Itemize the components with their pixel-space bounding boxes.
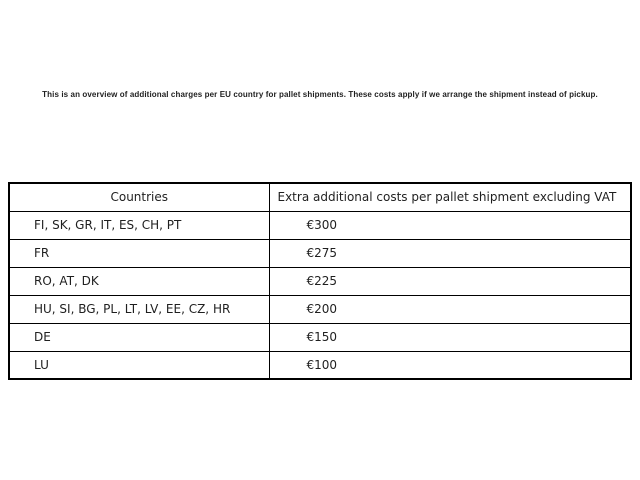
cost-cell: €100 <box>269 351 631 379</box>
shipment-charges-note: This is an overview of additional charges per EU country for pallet shipments. These costs apply if we arrange the shipment instead of pickup. <box>42 90 598 99</box>
table-row <box>9 239 631 267</box>
cost-cell: €200 <box>269 295 631 323</box>
cost-column-header: Extra additional costs per pallet shipment excluding VAT <box>269 183 631 211</box>
countries-cell: FR <box>9 239 269 267</box>
cost-cell: €300 <box>269 211 631 239</box>
table-row <box>9 267 631 295</box>
cost-cell: €150 <box>269 323 631 351</box>
countries-cell: HU, SI, BG, PL, LT, LV, EE, CZ, HR <box>9 295 269 323</box>
pallet-costs-table <box>8 182 632 380</box>
table-row <box>9 323 631 351</box>
table-row <box>9 351 631 379</box>
countries-cell: DE <box>9 323 269 351</box>
table-row <box>9 295 631 323</box>
countries-cell: FI, SK, GR, IT, ES, CH, PT <box>9 211 269 239</box>
table-header-row <box>9 183 631 211</box>
cost-cell: €225 <box>269 267 631 295</box>
table-row <box>9 211 631 239</box>
countries-cell: RO, AT, DK <box>9 267 269 295</box>
countries-cell: LU <box>9 351 269 379</box>
cost-cell: €275 <box>269 239 631 267</box>
countries-column-header: Countries <box>9 183 269 211</box>
